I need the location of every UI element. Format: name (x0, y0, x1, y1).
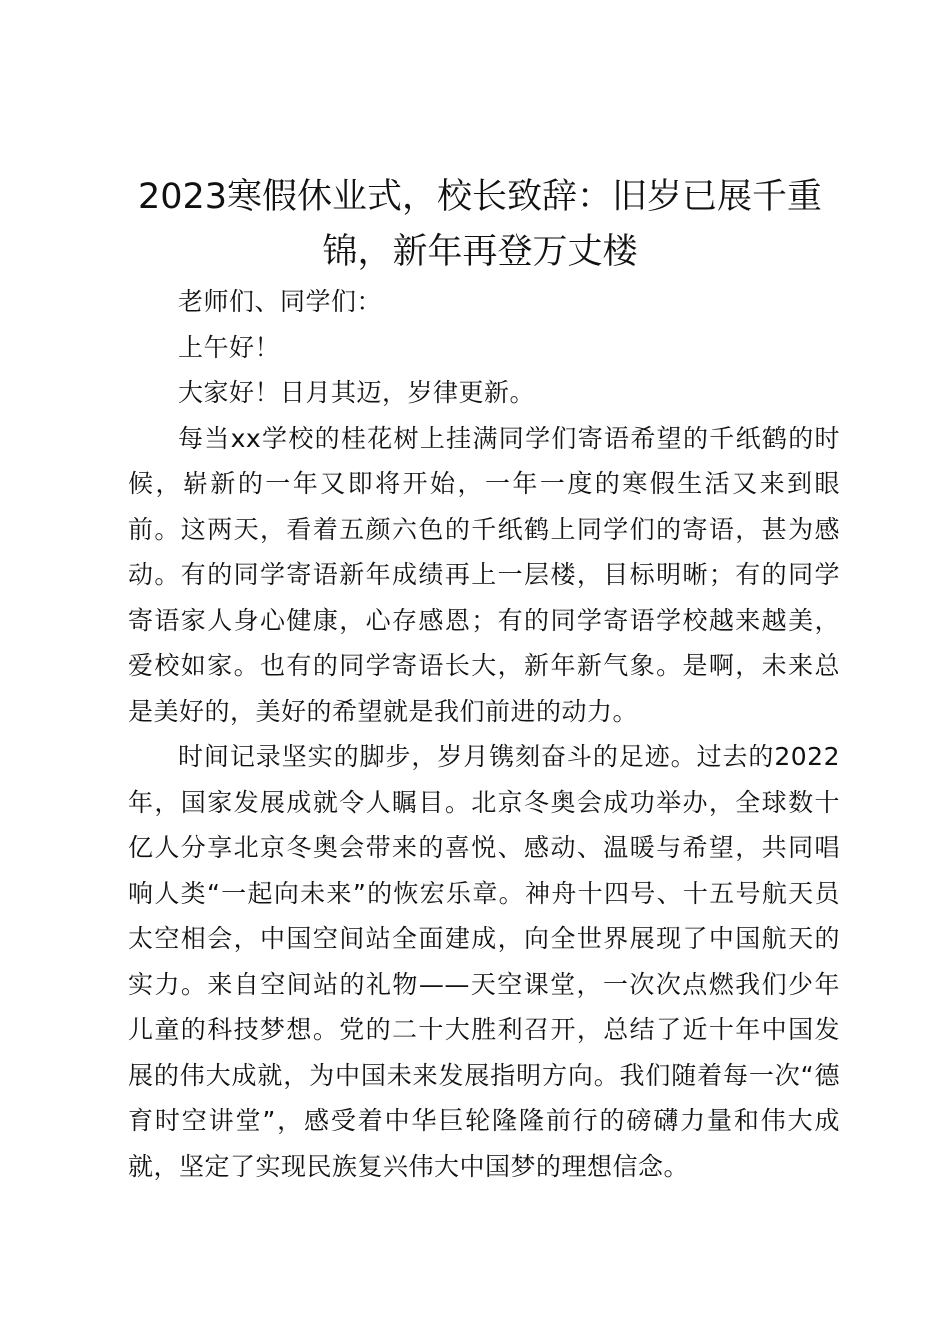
greeting-paragraph: 老师们、同学们： (178, 287, 383, 316)
opening-paragraph: 大家好！日月其迈，岁律更新。 (178, 378, 536, 407)
body-paragraph: 时间记录坚实的脚步，岁月镌刻奋斗的足迹。过去的2022年，国家发展成就令人瞩目。北京冬奥会成功举办，全球数十亿人分享北京冬奥会带来的喜悦、感动、温暖与希望，共同唱响人类“一起向未来”的恢宏乐章。神舟十四号、十五号航天员太空相会，中国空间站全面建成，向全世界展现了中国航天的实力。来自空间站的礼物——天空课堂，一次次点燃我们少年儿童的科技梦想。党的二十大胜利召开，总结了近十年中国发展的伟大成就，为中国未来发展指明方向。我们随着每一次“德育时空讲堂”，感受着中华巨轮隆隆前行的磅礴力量和伟大成就，坚定了实现民族复兴伟大中国梦的理想信念。 (128, 742, 840, 1181)
morning-greeting-paragraph: 上午好！ (178, 332, 281, 362)
document-title: 2023寒假休业式，校长致辞：旧岁已展千重锦，新年再登万丈楼 (137, 177, 823, 272)
document-body (128, 279, 840, 1189)
body-paragraph: 每当xx学校的桂花树上挂满同学们寄语希望的千纸鹤的时候，崭新的一年又即将开始，一年一度的寒假生活又来到眼前。这两天，看着五颜六色的千纸鹤上同学们的寄语，甚为感动。有的同学寄语新年成绩再上一层楼，目标明晰；有的同学寄语家人身心健康，心存感恩；有的同学寄语学校越来越美，爱校如家。也有的同学寄语长大，新年新气象。是啊，未来总是美好的，美好的希望就是我们前进的动力。 (128, 423, 840, 726)
